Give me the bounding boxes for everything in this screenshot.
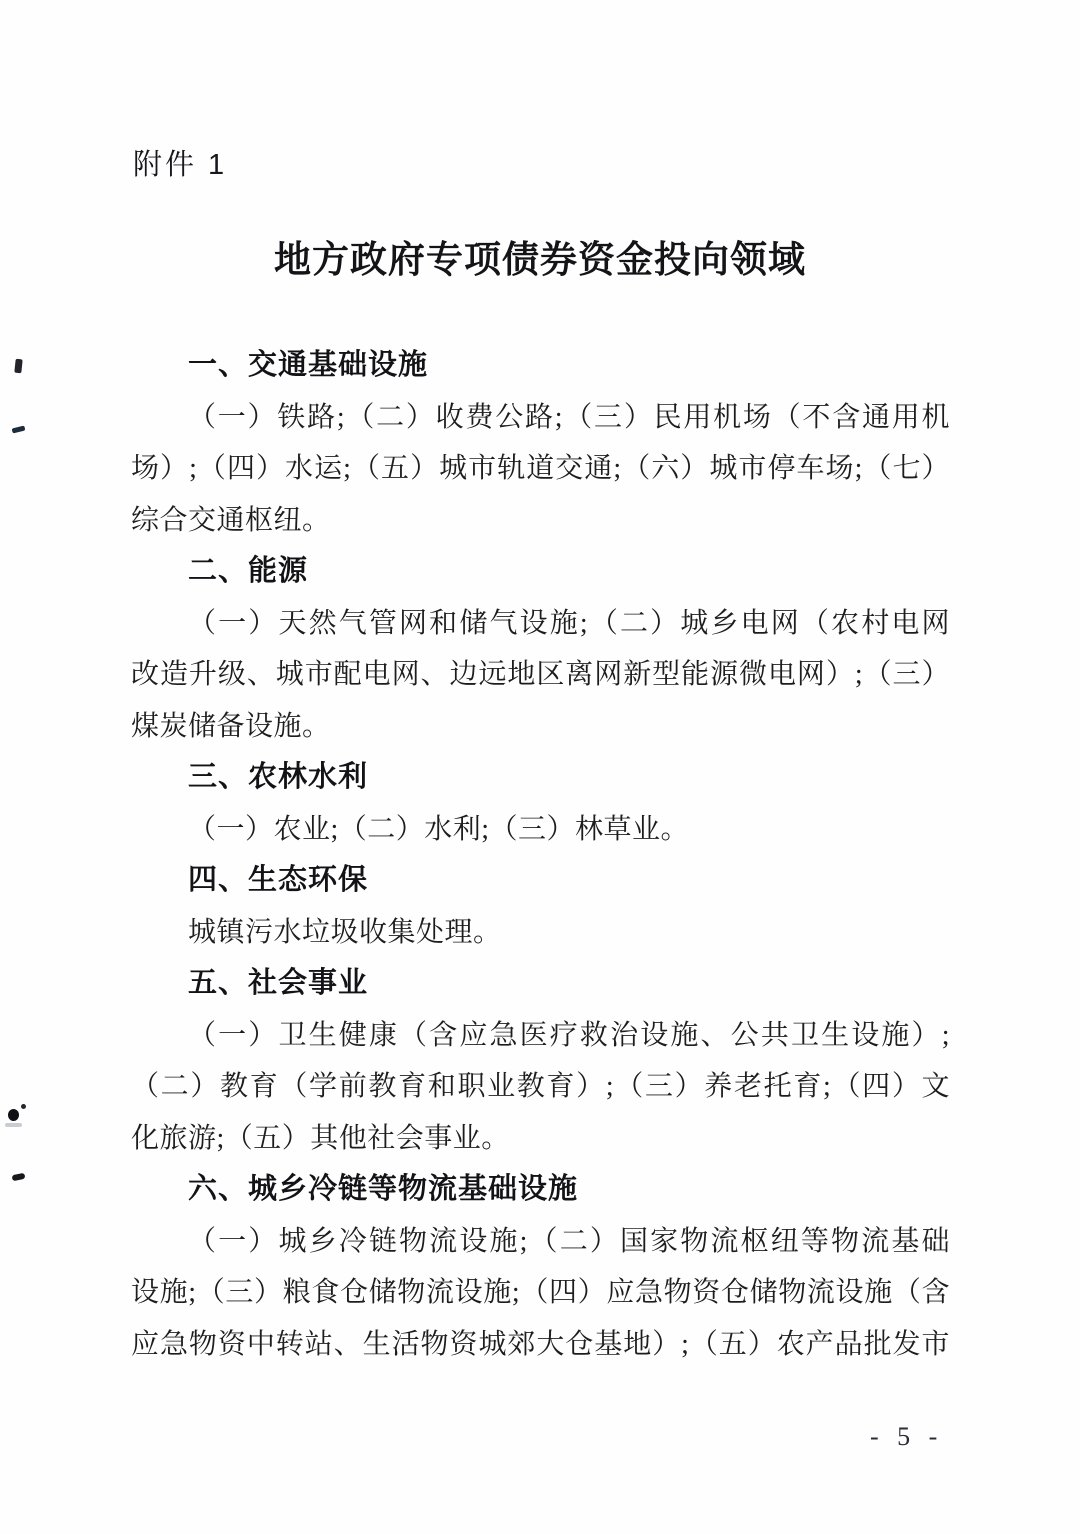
body-text-line: 化旅游;（五）其他社会事业。: [131, 1122, 510, 1154]
ink-speckle: [12, 1173, 26, 1182]
body-text-line: 煤炭储备设施。: [131, 710, 331, 742]
section-heading: 六、城乡冷链等物流基础设施: [188, 1173, 579, 1205]
ink-speckle: [5, 1123, 22, 1127]
ink-speckle: [12, 426, 26, 434]
body-text-line: （一）农业;（二）水利;（三）林草业。: [188, 813, 690, 845]
body-text-line: 场）;（四）水运;（五）城市轨道交通;（六）城市停车场;（七）: [131, 453, 950, 484]
body-text-line: 城镇污水垃圾收集处理。: [188, 916, 502, 948]
body-text-line: 设施;（三）粮食仓储物流设施;（四）应急物资仓储物流设施（含: [131, 1277, 950, 1308]
section-heading: 一、交通基础设施: [188, 349, 429, 381]
section-heading: 五、社会事业: [188, 967, 369, 999]
ink-speckle: [8, 1109, 19, 1121]
body-text-line: 综合交通枢纽。: [131, 504, 331, 536]
body-text-line: （一）城乡冷链物流设施;（二）国家物流枢纽等物流基础: [188, 1225, 950, 1257]
document-title: 地方政府专项债券资金投向领域: [274, 240, 806, 281]
body-text-line: （一）天然气管网和储气设施;（二）城乡电网（农村电网: [188, 607, 950, 639]
attachment-label: 附件 1: [133, 149, 228, 181]
body-text-line: 应急物资中转站、生活物资城郊大仓基地）;（五）农产品批发市: [131, 1328, 950, 1360]
page-number: - 5 -: [870, 1422, 944, 1451]
body-text-line: （一）卫生健康（含应急医疗救治设施、公共卫生设施）;: [188, 1019, 950, 1051]
ink-speckle: [14, 359, 22, 374]
section-heading: 二、能源: [188, 555, 309, 587]
body-text-line: 改造升级、城市配电网、边远地区离网新型能源微电网）;（三）: [131, 659, 950, 690]
document-body: [131, 340, 950, 1370]
body-text-line: （二）教育（学前教育和职业教育）;（三）养老托育;（四）文: [131, 1071, 950, 1102]
body-text-line: （一）铁路;（二）收费公路;（三）民用机场（不含通用机: [188, 401, 950, 433]
ink-speckle: [21, 1104, 26, 1109]
section-heading: 四、生态环保: [188, 864, 369, 896]
section-heading: 三、农林水利: [188, 761, 369, 793]
